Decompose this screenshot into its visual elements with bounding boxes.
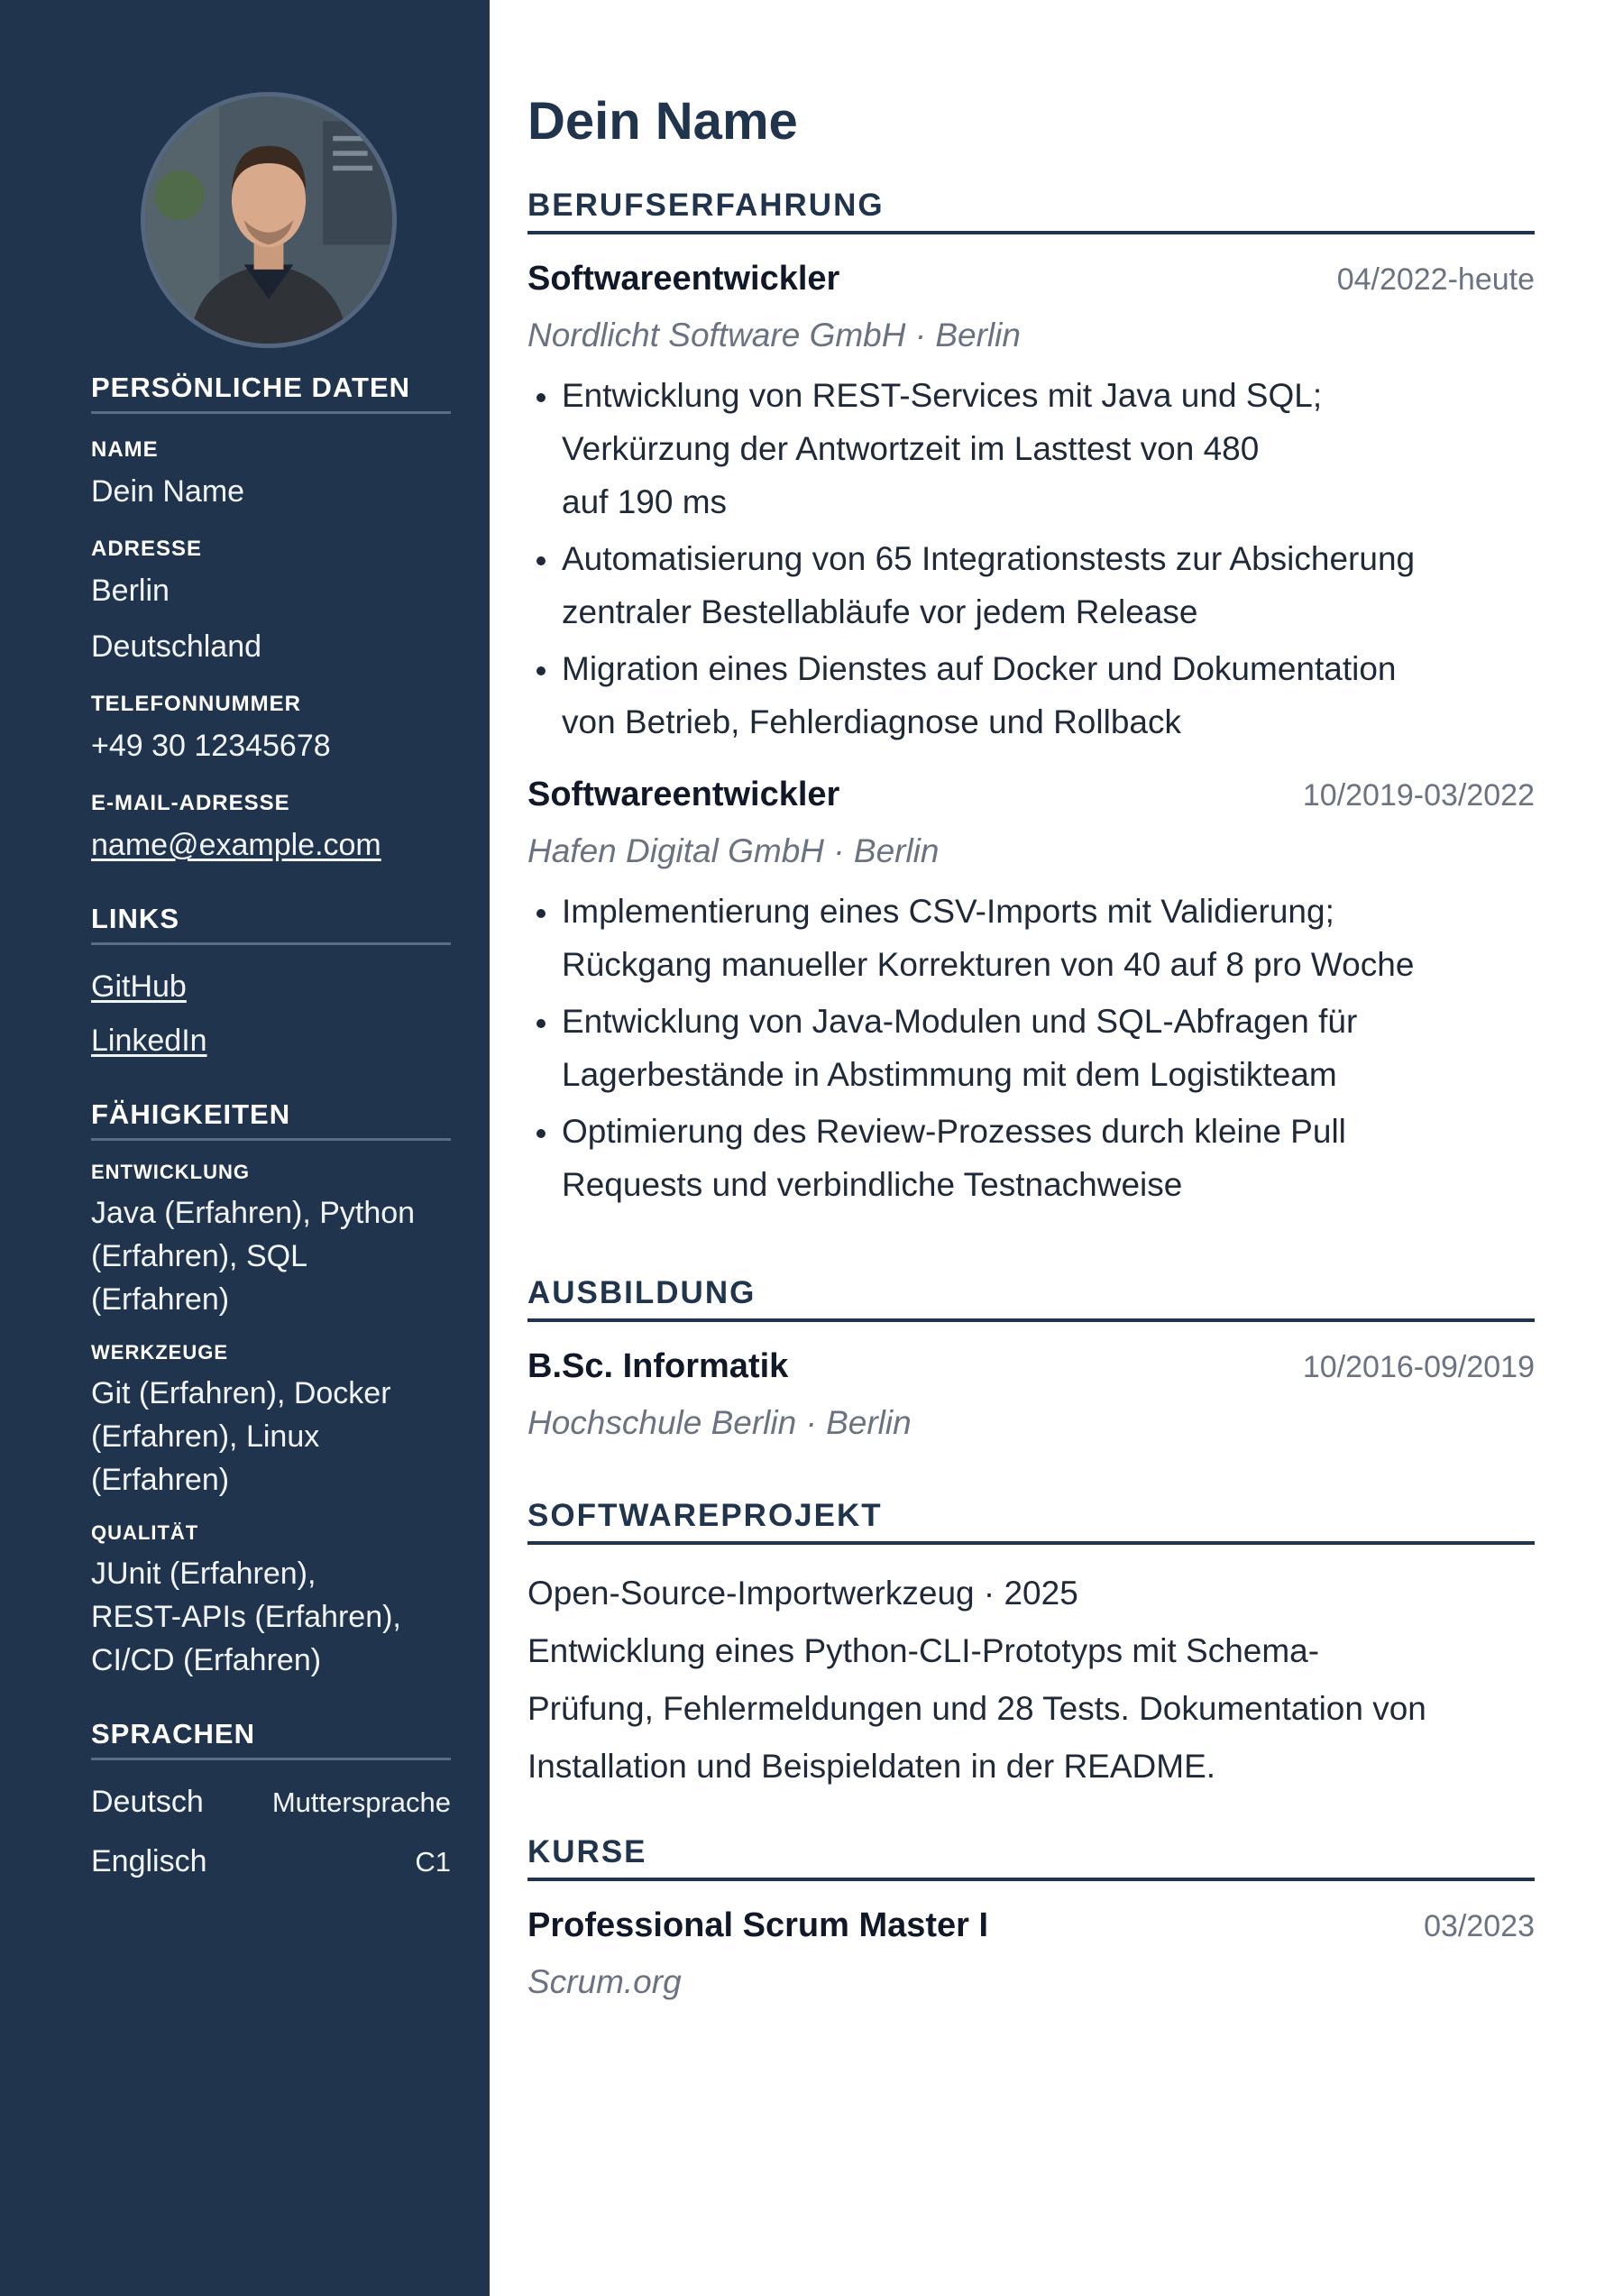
bullet-line: Verkürzung der Antwortzeit im Lasttest von 480 (562, 430, 1260, 467)
skill-line: JUnit (Erfahren), (91, 1557, 316, 1591)
bullet-line: Migration eines Dienstes auf Docker und Dokumentation (562, 650, 1397, 687)
skill-line: Git (Erfahren), Docker (91, 1376, 391, 1410)
skill-group-label: WERKZEUGE (91, 1341, 228, 1364)
bullet-line: Entwicklung von REST-Services mit Java und SQL; (562, 377, 1323, 414)
job-bullet (527, 885, 1535, 991)
skill-line: (Erfahren), Linux (91, 1419, 320, 1454)
language-level: C1 (415, 1846, 451, 1878)
skill-line: (Erfahren) (91, 1282, 230, 1317)
skill-group-label: ENTWICKLUNG (91, 1161, 250, 1183)
profile-photo (141, 92, 397, 348)
course-organization: Scrum.org (527, 1963, 682, 2000)
bullet-line: Implementierung eines CSV-Imports mit Validierung; (562, 893, 1334, 930)
courses-heading: KURSE (527, 1834, 1535, 1881)
phone-value: +49 30 12345678 (91, 729, 331, 763)
skill-line: REST-APIs (Erfahren), (91, 1600, 401, 1634)
linkedin-link[interactable]: LinkedIn (91, 1024, 207, 1058)
language-name: Englisch (91, 1844, 207, 1878)
project-description-line: Entwicklung eines Python-CLI-Prototyps mit Schema- (527, 1632, 1320, 1669)
degree-title: B.Sc. Informatik (527, 1347, 789, 1385)
languages-heading: SPRACHEN (91, 1718, 451, 1760)
bullet-line: Entwicklung von Java-Modulen und SQL-Abfragen für (562, 1003, 1358, 1040)
skills-section (91, 1098, 451, 1682)
project-heading: SOFTWAREPROJEKT (527, 1498, 1535, 1545)
personal-data-section (91, 372, 451, 867)
job-bullet (527, 369, 1535, 528)
languages-section (91, 1718, 451, 1885)
language-row (91, 1778, 451, 1825)
job-bullet (527, 995, 1535, 1101)
email-label: E-MAIL-ADRESSE (91, 791, 290, 815)
skill-group-quality (91, 1521, 451, 1682)
address-label: ADRESSE (91, 537, 203, 561)
profile-photo-image (145, 96, 392, 344)
phone-label: TELEFONNUMMER (91, 692, 301, 716)
skill-line: (Erfahren), SQL (91, 1239, 307, 1273)
job-entry (527, 776, 1535, 1211)
education-section (527, 1275, 1535, 1442)
skill-line: Java (Erfahren), Python (91, 1196, 416, 1230)
skills-heading: FÄHIGKEITEN (91, 1098, 451, 1141)
skill-group-label: QUALITÄT (91, 1521, 199, 1544)
experience-section (527, 188, 1535, 1215)
job-organization: Hafen Digital GmbH · Berlin (527, 832, 940, 869)
personal-data-heading: PERSÖNLICHE DATEN (91, 372, 451, 414)
job-bullet (527, 532, 1535, 638)
job-date: 10/2019-03/2022 (1302, 778, 1535, 813)
bullet-line: Optimierung des Review-Prozesses durch kleine Pull (562, 1113, 1346, 1150)
language-level: Muttersprache (271, 1786, 451, 1818)
project-section (527, 1498, 1535, 1795)
skill-line: CI/CD (Erfahren) (91, 1643, 322, 1677)
bullet-line: Requests und verbindliche Testnachweise (562, 1166, 1183, 1203)
job-bullet (527, 1105, 1535, 1211)
skill-group-development (91, 1161, 451, 1321)
project-description-line: Prüfung, Fehlermeldungen und 28 Tests. Dokumentation von (527, 1690, 1426, 1727)
job-title: Softwareentwickler (527, 260, 840, 298)
bullet-line: von Betrieb, Fehlerdiagnose und Rollback (562, 703, 1181, 740)
job-entry (527, 260, 1535, 748)
education-organization: Hochschule Berlin · Berlin (527, 1404, 912, 1441)
bullet-line: Rückgang manueller Korrekturen von 40 auf 8 pro Woche (562, 946, 1415, 983)
email-link[interactable]: name@example.com (91, 828, 381, 862)
skill-group-tools (91, 1341, 451, 1502)
language-row (91, 1838, 451, 1885)
github-link[interactable]: GitHub (91, 969, 187, 1004)
project-description-line: Installation und Beispieldaten in der README. (527, 1748, 1216, 1785)
address-country: Deutschland (91, 629, 262, 664)
links-heading: LINKS (91, 903, 451, 945)
skill-line: (Erfahren) (91, 1463, 230, 1497)
bullet-line: Lagerbestände in Abstimmung mit dem Logistikteam (562, 1056, 1337, 1093)
language-name: Deutsch (91, 1785, 204, 1819)
links-section (91, 903, 451, 1062)
bullet-line: Automatisierung von 65 Integrationstests zur Absicherung (562, 540, 1416, 577)
bullet-line: zentraler Bestellabläufe vor jedem Release (562, 593, 1198, 630)
education-date: 10/2016-09/2019 (1302, 1350, 1535, 1384)
name-value: Dein Name (91, 474, 245, 509)
address-city: Berlin (91, 574, 170, 608)
project-title: Open-Source-Importwerkzeug · 2025 (527, 1575, 1078, 1612)
page-title: Dein Name (527, 92, 798, 151)
job-organization: Nordlicht Software GmbH · Berlin (527, 317, 1021, 354)
job-date: 04/2022-heute (1336, 262, 1535, 297)
course-title: Professional Scrum Master I (527, 1906, 989, 1944)
job-title: Softwareentwickler (527, 776, 840, 813)
sidebar (0, 0, 490, 2296)
courses-section (527, 1834, 1535, 2001)
experience-heading: BERUFSERFAHRUNG (527, 188, 1535, 234)
education-heading: AUSBILDUNG (527, 1275, 1535, 1322)
bullet-line: auf 190 ms (562, 483, 728, 520)
course-date: 03/2023 (1424, 1909, 1535, 1943)
job-bullet (527, 642, 1535, 748)
name-label: NAME (91, 437, 159, 462)
